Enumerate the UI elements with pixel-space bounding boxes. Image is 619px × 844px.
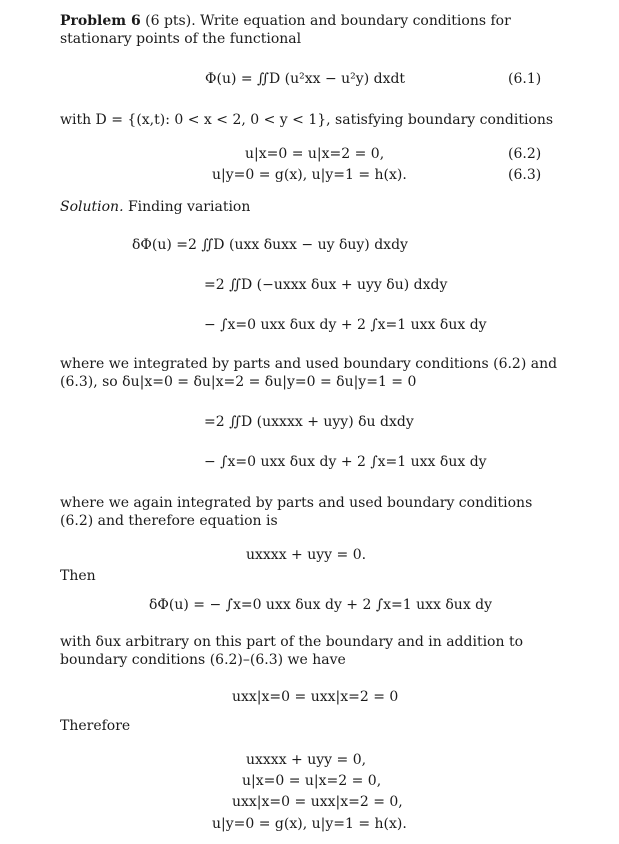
equation-6-1 [205, 70, 405, 88]
final-line-1: uxxxx + uyy = 0, [246, 752, 367, 768]
solution-text: Finding variation [127, 199, 251, 215]
equation-6-2: u|x=0 = u|x=2 = 0, [245, 146, 385, 162]
problem-points: (6 pts). [145, 13, 196, 29]
equation-6-3-number: (6.3) [508, 167, 542, 183]
variation2-line-2: − ∫x=0 uxx δux dy + 2 ∫x=1 uxx δux dy [204, 454, 487, 470]
then-equation: δΦ(u) = − ∫x=0 uxx δux dy + 2 ∫x=1 uxx δux dy [149, 597, 493, 613]
main-equation: uxxxx + uyy = 0. [246, 547, 367, 563]
then-label: Then [60, 568, 96, 584]
equation-6-1-number: (6.1) [508, 71, 542, 87]
problem-statement [60, 12, 560, 48]
final-line-3: uxx|x=0 = uxx|x=2 = 0, [232, 794, 403, 810]
problem-text: Write equation and boundary conditions for stationary points of the functional [60, 13, 511, 47]
equation-6-2-number: (6.2) [508, 146, 542, 162]
final-line-2: u|x=0 = u|x=2 = 0, [242, 773, 382, 789]
equation-6-1-formula: Φ(u) = ∬D (u²xx − u²y) dxdt [205, 71, 406, 87]
final-line-4: u|y=0 = g(x), u|y=1 = h(x). [212, 816, 407, 832]
paragraph-arbitrary: with δux arbitrary on this part of the boundary and in addition to boundary conditions (6.2)–(6.3) we have [60, 634, 524, 668]
variation2-line-1: =2 ∬D (uxxxx + uyy) δu dxdy [204, 414, 414, 430]
paragraph-integrated-by-parts: where we integrated by parts and used boundary conditions (6.2) and (6.3), so δu|x=0 = δu|x=2 = δu|y=0 = δu|y=1 = 0 [60, 356, 558, 390]
variation-line-2: =2 ∬D (−uxxx δux + uyy δu) dxdy [204, 277, 448, 293]
variation-line-3: − ∫x=0 uxx δux dy + 2 ∫x=1 uxx δux dy [204, 317, 487, 333]
problem-label: Problem 6 [60, 13, 141, 29]
solution-line [60, 198, 560, 216]
variation-line-1: δΦ(u) =2 ∬D (uxx δuxx − uy δuy) dxdy [132, 237, 408, 253]
therefore-label: Therefore [60, 718, 131, 734]
solution-label: Solution. [60, 199, 124, 215]
equation-6-3: u|y=0 = g(x), u|y=1 = h(x). [212, 167, 407, 183]
paragraph-again: where we again integrated by parts and used boundary conditions (6.2) and therefore equation is [60, 495, 533, 529]
domain-sentence: with D = {(x,t): 0 < x < 2, 0 < y < 1}, satisfying boundary conditions [60, 112, 554, 128]
condition-uxx: uxx|x=0 = uxx|x=2 = 0 [232, 689, 399, 705]
